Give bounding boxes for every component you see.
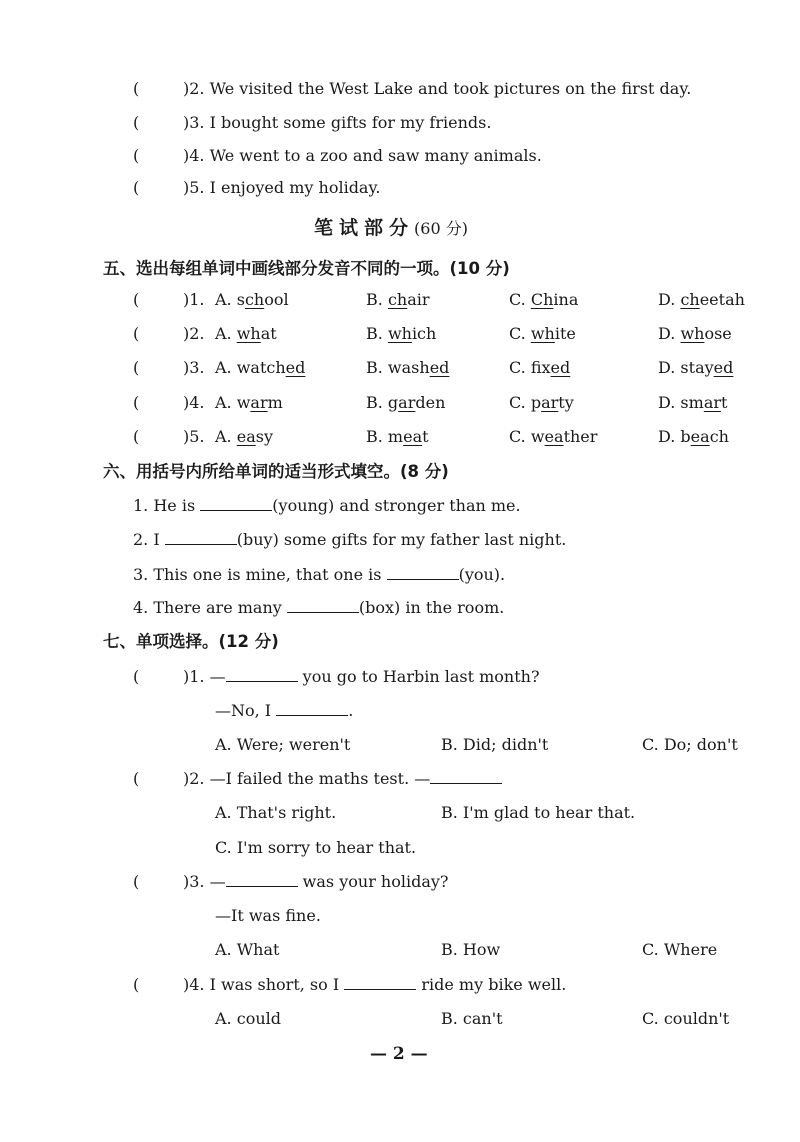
- answer-paren[interactable]: (: [133, 79, 140, 98]
- answer-paren[interactable]: (: [133, 872, 140, 891]
- page-number: — 2 —: [370, 1044, 428, 1064]
- option-c[interactable]: C. couldn't: [642, 1009, 730, 1028]
- question-stem: )4. I was short, so I ride my bike well.: [183, 975, 567, 994]
- answer-blank[interactable]: [226, 667, 298, 682]
- answer-paren[interactable]: (: [133, 146, 140, 165]
- question-stem: )3. — was your holiday?: [183, 872, 449, 891]
- option-d[interactable]: D. beach: [658, 427, 729, 446]
- question-item: )2. We visited the West Lake and took pictures on the first day.: [183, 79, 692, 98]
- item-number: )1.: [183, 290, 205, 309]
- option-b[interactable]: B. which: [366, 324, 437, 343]
- answer-paren[interactable]: (: [133, 290, 140, 309]
- answer-blank[interactable]: [344, 975, 416, 990]
- answer-paren[interactable]: (: [133, 975, 140, 994]
- question-item: )5. I enjoyed my holiday.: [183, 178, 381, 197]
- answer-paren[interactable]: (: [133, 358, 140, 377]
- answer-paren[interactable]: (: [133, 113, 140, 132]
- answer-blank[interactable]: [387, 565, 459, 580]
- dialogue-reply: —It was fine.: [215, 906, 321, 925]
- option-d[interactable]: D. stayed: [658, 358, 734, 377]
- section6-heading: 六、用括号内所给单词的适当形式填空。(8 分): [103, 462, 449, 481]
- option-c[interactable]: C. weather: [509, 427, 598, 446]
- option-d[interactable]: D. cheetah: [658, 290, 745, 309]
- option-b[interactable]: B. garden: [366, 393, 446, 412]
- answer-paren[interactable]: (: [133, 393, 140, 412]
- section7-heading: 七、单项选择。(12 分): [103, 632, 279, 651]
- option-c[interactable]: C. Do; don't: [642, 735, 738, 754]
- option-a[interactable]: A. school: [215, 290, 289, 309]
- question-item: )3. I bought some gifts for my friends.: [183, 113, 492, 132]
- option-a[interactable]: A. could: [215, 1009, 281, 1028]
- option-b[interactable]: B. Did; didn't: [441, 735, 549, 754]
- item-number: )4.: [183, 393, 205, 412]
- item-number: )3.: [183, 358, 205, 377]
- section5-heading: 五、选出每组单词中画线部分发音不同的一项。(10 分): [103, 259, 510, 278]
- fill-item: 3. This one is mine, that one is (you).: [133, 565, 506, 584]
- option-a[interactable]: A. What: [215, 940, 280, 959]
- option-c[interactable]: C. white: [509, 324, 576, 343]
- item-number: )2.: [183, 324, 205, 343]
- option-b[interactable]: B. How: [441, 940, 501, 959]
- answer-paren[interactable]: (: [133, 178, 140, 197]
- dialogue-reply: —No, I .: [215, 701, 354, 720]
- option-a[interactable]: A. easy: [215, 427, 273, 446]
- question-stem: )1. — you go to Harbin last month?: [183, 667, 540, 686]
- option-b[interactable]: B. meat: [366, 427, 429, 446]
- answer-blank[interactable]: [226, 872, 298, 887]
- fill-item: 4. There are many (box) in the room.: [133, 598, 505, 617]
- option-b[interactable]: B. chair: [366, 290, 430, 309]
- answer-paren[interactable]: (: [133, 427, 140, 446]
- answer-paren[interactable]: (: [133, 324, 140, 343]
- answer-blank[interactable]: [200, 496, 272, 511]
- answer-blank[interactable]: [287, 598, 359, 613]
- option-a[interactable]: A. warm: [215, 393, 283, 412]
- answer-blank[interactable]: [165, 530, 237, 545]
- option-c[interactable]: C. China: [509, 290, 579, 309]
- option-b[interactable]: B. can't: [441, 1009, 503, 1028]
- fill-item: 1. He is (young) and stronger than me.: [133, 496, 521, 515]
- answer-blank[interactable]: [430, 769, 502, 784]
- option-c[interactable]: C. party: [509, 393, 574, 412]
- answer-paren[interactable]: (: [133, 667, 140, 686]
- question-stem: )2. —I failed the maths test. —: [183, 769, 502, 789]
- answer-paren[interactable]: (: [133, 769, 140, 788]
- fill-item: 2. I (buy) some gifts for my father last night.: [133, 530, 567, 549]
- question-item: )4. We went to a zoo and saw many animals.: [183, 146, 542, 165]
- item-number: )5.: [183, 427, 205, 446]
- written-part-title: 笔试部分(60 分): [314, 217, 468, 239]
- option-a[interactable]: A. what: [215, 324, 277, 343]
- option-c[interactable]: C. fixed: [509, 358, 571, 377]
- option-c[interactable]: C. Where: [642, 940, 718, 959]
- option-a[interactable]: A. watched: [215, 358, 306, 377]
- option-a[interactable]: A. Were; weren't: [215, 735, 351, 754]
- option-b[interactable]: B. washed: [366, 358, 450, 377]
- option-d[interactable]: D. whose: [658, 324, 732, 343]
- answer-blank[interactable]: [276, 701, 348, 716]
- option-c[interactable]: C. I'm sorry to hear that.: [215, 838, 417, 857]
- option-b[interactable]: B. I'm glad to hear that.: [441, 803, 636, 822]
- option-d[interactable]: D. smart: [658, 393, 728, 412]
- option-a[interactable]: A. That's right.: [215, 803, 337, 822]
